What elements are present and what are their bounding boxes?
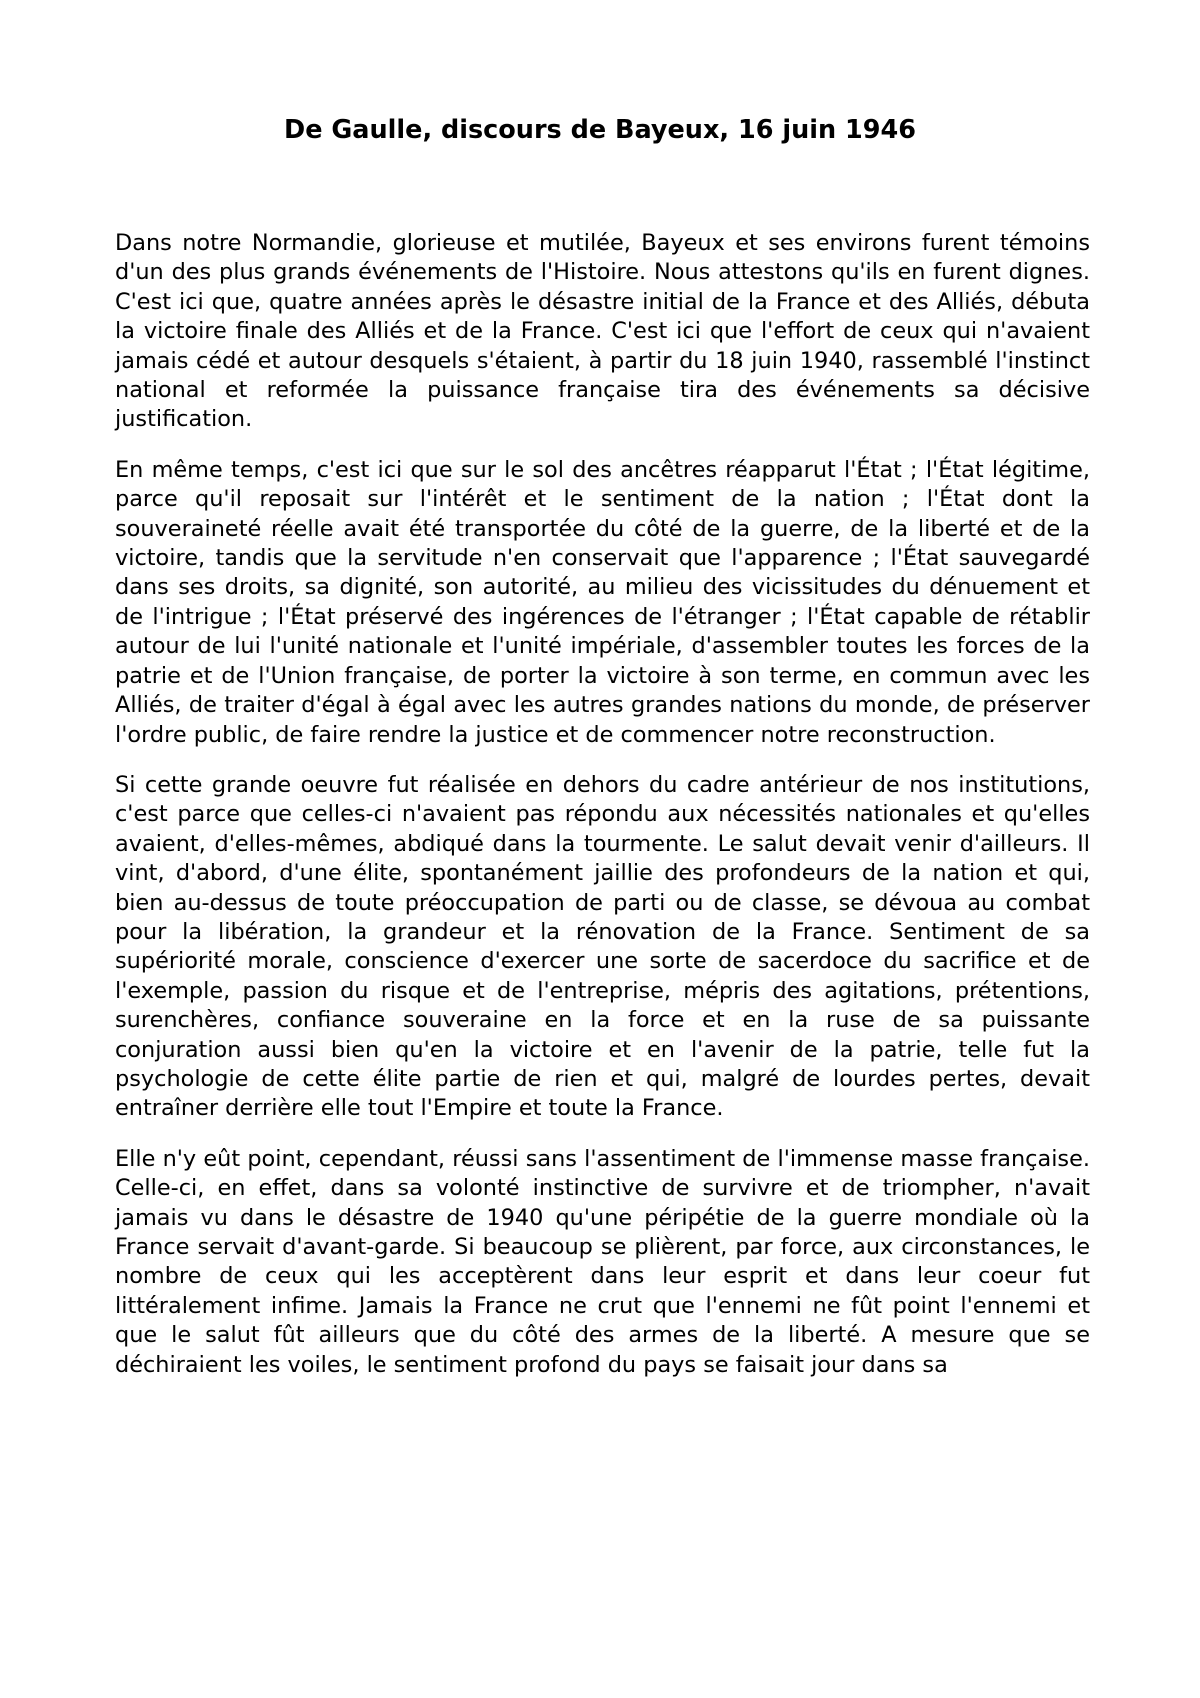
paragraph-1: Dans notre Normandie, glorieuse et mutilée, Bayeux et ses environs furent témoins d'un des plus grands événements de l'Histoire. Nous attestons qu'ils en furent dignes. C'est ici que, quatre années après le désastre initial de la France et des Alliés, débuta la victoire finale des Alliés et de la France. C'est ici que l'effort de ceux qui n'avaient jamais cédé et autour desquels s'étaient, à partir du 18 juin 1940, rassemblé l'instinct national et reformée la puissance française tira des événements sa décisive justification. xyxy=(115,230,1090,433)
document-title: De Gaulle, discours de Bayeux, 16 juin 1946 xyxy=(284,115,916,145)
document-body xyxy=(115,229,1090,1401)
paragraph-4: Elle n'y eût point, cependant, réussi sans l'assentiment de l'immense masse française. Celle-ci, en effet, dans sa volonté instinctive de survivre et de triompher, n'avait jamais vu dans le désastre de 1940 qu'une péripétie de la guerre mondiale où la France servait d'avant-garde. Si beaucoup se plièrent, par force, aux circonstances, le nombre de ceux qui les acceptèrent dans leur esprit et dans leur coeur fut littéralement infime. Jamais la France ne crut que l'ennemi ne fût point l'ennemi et que le salut fût ailleurs que du côté des armes de la liberté. A mesure que se déchiraient les voiles, le sentiment profond du pays se faisait jour dans sa xyxy=(115,1145,1090,1378)
paragraph-3: Si cette grande oeuvre fut réalisée en dehors du cadre antérieur de nos institutions, c'est parce que celles-ci n'avaient pas répondu aux nécessités nationales et qu'elles avaient, d'elles-mêmes, abdiqué dans la tourmente. Le salut devait venir d'ailleurs. Il vint, d'abord, d'une élite, spontanément jaillie des profondeurs de la nation et qui, bien au-dessus de toute préoccupation de parti ou de classe, se dévoua au combat pour la libération, la grandeur et la rénovation de la France. Sentiment de sa supériorité morale, conscience d'exercer une sorte de sacerdoce du sacrifice et de l'exemple, passion du risque et de l'entreprise, mépris des agitations, prétentions, surenchères, confiance souveraine en la force et en la ruse de sa puissante conjuration aussi bien qu'en la victoire et en l'avenir de la patrie, telle fut la psychologie de cette élite partie de rien et qui, malgré de lourdes pertes, devait entraîner derrière elle tout l'Empire et toute la France. xyxy=(115,771,1090,1122)
paragraph-2: En même temps, c'est ici que sur le sol des ancêtres réapparut l'État ; l'État légitime, parce qu'il reposait sur l'intérêt et le sentiment de la nation ; l'État dont la souveraineté réelle avait été transportée du côté de la guerre, de la liberté et de la victoire, tandis que la servitude n'en conservait que l'apparence ; l'État sauvegardé dans ses droits, sa dignité, son autorité, au milieu des vicissitudes du dénuement et de l'intrigue ; l'État préservé des ingérences de l'étranger ; l'État capable de rétablir autour de lui l'unité nationale et l'unité impériale, d'assembler toutes les forces de la patrie et de l'Union française, de porter la victoire à son terme, en commun avec les Alliés, de traiter d'égal à égal avec les autres grandes nations du monde, de préserver l'ordre public, de faire rendre la justice et de commencer notre reconstruction. xyxy=(115,456,1090,748)
